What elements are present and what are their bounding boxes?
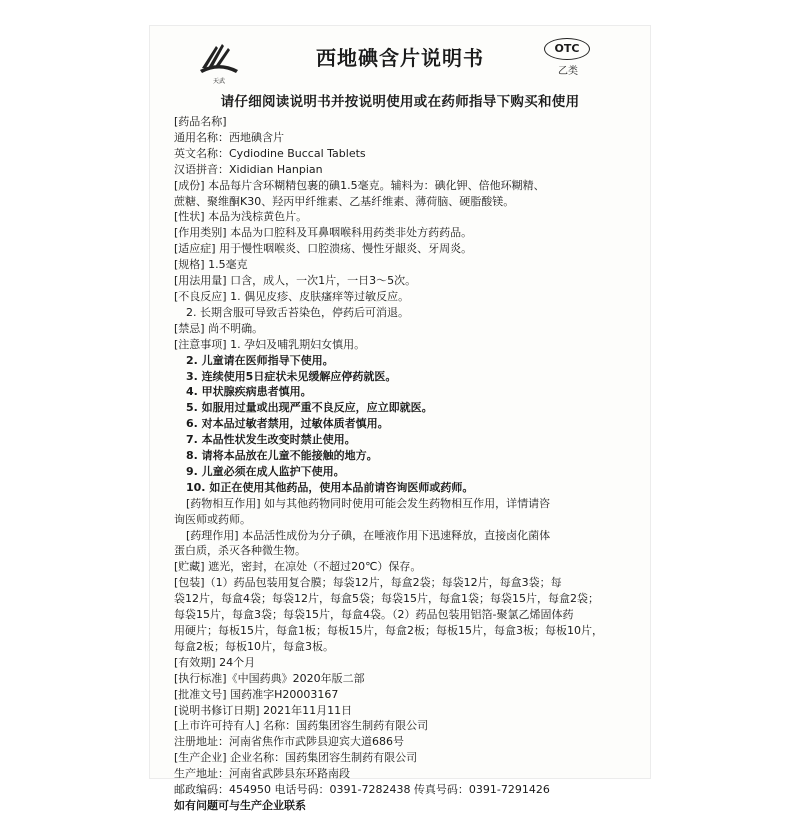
- instruction-line: [药理作用] 本品活性成份为分子碘，在唾液作用下迅速释放，直接卤化菌体: [186, 528, 551, 542]
- instruction-line: 2. 儿童请在医师指导下使用。: [186, 353, 334, 367]
- instruction-line: 蛋白质，杀灭各种微生物。: [174, 544, 306, 558]
- instruction-line: 4. 甲状腺疾病患者慎用。: [186, 385, 312, 399]
- otc-class-label: 乙类: [558, 66, 578, 77]
- instruction-line: 邮政编码：454950 电话号码：0391-7282438 传真号码：0391-7291426: [174, 783, 550, 797]
- instruction-line: 5. 如服用过量或出现严重不良反应，应立即就医。: [186, 401, 433, 415]
- instruction-line: [规格] 1.5毫克: [174, 258, 248, 272]
- instruction-line: 英文名称：Cydiodine Buccal Tablets: [174, 146, 366, 160]
- instruction-line: [成份] 本品每片含环糊精包裹的碘1.5毫克。辅料为：碘化钾、倍他环糊精、: [174, 178, 545, 192]
- instruction-line: 通用名称：西地碘含片: [174, 130, 284, 144]
- instruction-body: [174, 114, 624, 814]
- instruction-line: 10. 如正在使用其他药品，使用本品前请咨询医师或药师。: [186, 480, 474, 494]
- instruction-line: [作用类别] 本品为口腔科及耳鼻咽喉科用药类非处方药药品。: [174, 226, 473, 240]
- instruction-line: [禁忌] 尚不明确。: [174, 321, 264, 335]
- instruction-line: 袋12片，每盒4袋；每袋12片，每盒5袋；每袋15片，每盒1袋；每袋15片，每盒2袋；: [174, 592, 599, 606]
- otc-badge: OTC: [544, 38, 590, 60]
- instruction-line: [生产企业] 企业名称：国药集团容生制药有限公司: [174, 751, 418, 765]
- instruction-line: [有效期] 24个月: [174, 655, 256, 669]
- instruction-line: [用法用量] 口含，成人，一次1片，一日3～5次。: [174, 274, 417, 288]
- instruction-line: 如有问题可与生产企业联系: [174, 798, 306, 812]
- instruction-line: 每袋15片，每盒3袋；每袋15片，每盒4袋。（2）药品包装用铝箔-聚氯乙烯固体药: [174, 608, 574, 622]
- instruction-line: [批准文号] 国药准字H20003167: [174, 687, 339, 701]
- instruction-line: [性状] 本品为浅棕黄色片。: [174, 210, 308, 224]
- instruction-line: [注意事项] 1. 孕妇及哺乳期妇女慎用。: [174, 337, 366, 351]
- instruction-line: [适应症] 用于慢性咽喉炎、口腔溃疡、慢性牙龈炎、牙周炎。: [174, 242, 473, 256]
- instruction-line: 生产地址：河南省武陟县东环路南段: [174, 767, 350, 781]
- instruction-line: 用硬片；每板15片，每盒1板；每板15片，每盒2板；每板15片，每盒3板；每板10片，: [174, 624, 603, 637]
- usage-notice: 请仔细阅读说明书并按说明使用或在药师指导下购买和使用: [220, 94, 580, 110]
- instruction-line: 8. 请将本品放在儿童不能接触的地方。: [186, 449, 378, 463]
- instruction-line: 每盒2板；每板10片，每盒3板。: [174, 639, 334, 653]
- instruction-line: 询医师或药师。: [174, 512, 251, 526]
- sheet-header: [150, 26, 650, 88]
- instruction-line: [上市许可持有人] 名称：国药集团容生制药有限公司: [174, 719, 429, 733]
- instruction-line: 注册地址：河南省焦作市武陟县迎宾大道686号: [174, 735, 404, 749]
- instruction-line: 2. 长期含服可导致舌苔染色，停药后可消退。: [186, 305, 409, 319]
- instruction-line: 蔗糖、聚维酮K30、羟丙甲纤维素、乙基纤维素、薄荷脑、硬脂酸镁。: [174, 194, 515, 208]
- instruction-line: [说明书修订日期] 2021年11月11日: [174, 703, 353, 717]
- instruction-line: [药物相互作用] 如与其他药物同时使用可能会发生药物相互作用，详情请咨: [186, 496, 551, 510]
- instruction-line: [贮藏] 遮光，密封，在凉处（不超过20℃）保存。: [174, 560, 422, 574]
- instruction-line: 7. 本品性状发生改变时禁止使用。: [186, 433, 356, 447]
- instruction-line: [不良反应] 1. 偶见皮疹、皮肤瘙痒等过敏反应。: [174, 289, 410, 303]
- instruction-line: 6. 对本品过敏者禁用，过敏体质者慎用。: [186, 417, 389, 431]
- instruction-line: 9. 儿童必须在成人监护下使用。: [186, 464, 345, 478]
- page-title: 西地碘含片说明书: [316, 46, 484, 70]
- instruction-line: 汉语拼音：Xididian Hanpian: [174, 162, 323, 176]
- instruction-line: [包装]（1）药品包装用复合膜；每袋12片，每盒2袋；每袋12片，每盒3袋；每: [174, 576, 562, 590]
- instruction-line: [执行标准]《中国药典》2020年版二部: [174, 671, 365, 685]
- instruction-sheet: [150, 26, 650, 812]
- instruction-line: [药品名称]: [174, 115, 227, 128]
- logo-text: 天武: [212, 78, 225, 85]
- instruction-line: 3. 连续使用5日症状未见缓解应停药就医。: [186, 369, 397, 383]
